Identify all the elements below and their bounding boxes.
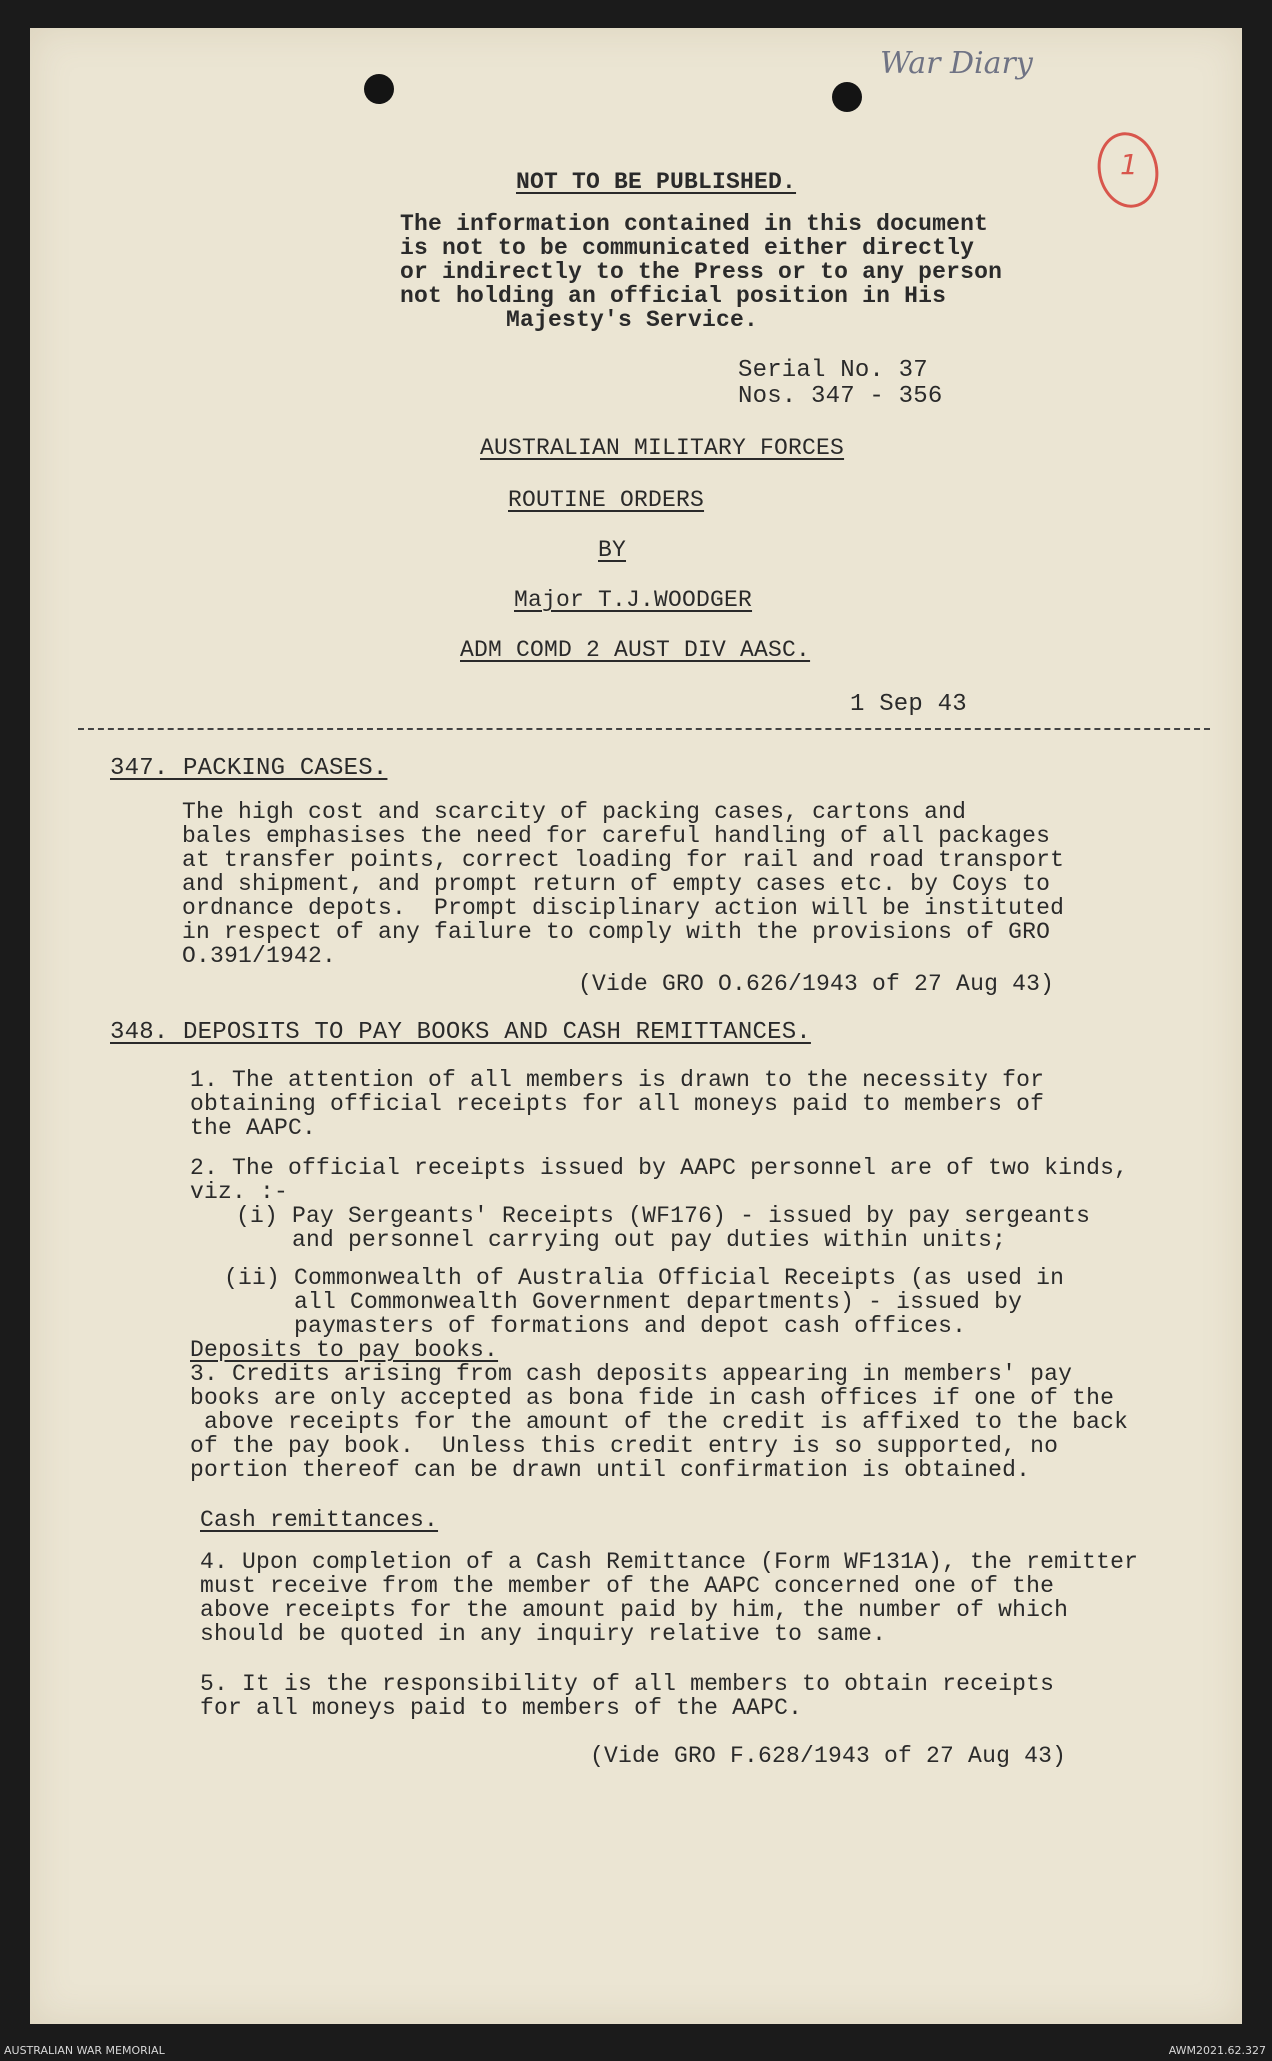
footer-accession-number: AWM2021.62.327	[1168, 2044, 1266, 2057]
section-divider	[78, 728, 1210, 730]
circled-number: 1	[1120, 148, 1138, 181]
title-line-1: AUSTRALIAN MILITARY FORCES	[480, 435, 845, 461]
order-348-p3-line: above receipts for the amount of the credit is affixed to the back	[190, 1409, 1129, 1435]
order-347-line: The high cost and scarcity of packing cases, cartons and	[182, 799, 967, 825]
order-348-p2-line: viz. :-	[190, 1179, 289, 1205]
serial-number: Serial No. 37	[738, 357, 928, 384]
order-348-p5-line: 5. It is the responsibility of all members to obtain receipts	[200, 1671, 1055, 1697]
order-347-heading: 347. PACKING CASES.	[110, 755, 388, 782]
order-347-line: at transfer points, correct loading for rail and road transport	[182, 847, 1065, 873]
restriction-heading: NOT TO BE PUBLISHED.	[516, 169, 797, 195]
punch-hole-right	[832, 82, 862, 112]
order-347-line: bales emphasises the need for careful handling of all packages	[182, 823, 1051, 849]
order-347-line: ordnance depots. Prompt disciplinary action will be instituted	[182, 895, 1065, 921]
title-line-2: ROUTINE ORDERS	[508, 487, 705, 513]
title-line-3: BY	[598, 537, 627, 563]
document-page	[30, 28, 1242, 2024]
notice-line-1: The information contained in this document	[400, 211, 989, 237]
subheading-cash-remittances: Cash remittances.	[200, 1507, 439, 1533]
order-348-p2-ii-line: all Commonwealth Government departments) - issued by	[224, 1289, 1023, 1315]
notice-line-4: not holding an official position in His	[400, 283, 947, 309]
order-348-p2-ii-line: (ii) Commonwealth of Australia Official Receipts (as used in	[224, 1265, 1065, 1291]
order-348-p5-line: for all moneys paid to members of the AAPC.	[200, 1695, 803, 1721]
order-348-p2-i-line: (i) Pay Sergeants' Receipts (WF176) - issued by pay sergeants	[236, 1203, 1091, 1229]
order-348-p3-line: portion thereof can be drawn until confirmation is obtained.	[190, 1457, 1031, 1483]
order-348-p4-line: 4. Upon completion of a Cash Remittance (Form WF131A), the remitter	[200, 1549, 1139, 1575]
notice-line-5: Majesty's Service.	[506, 307, 759, 333]
order-347-line: O.391/1942.	[182, 943, 337, 969]
notice-line-3: or indirectly to the Press or to any person	[400, 259, 1003, 285]
order-348-p3-line: 3. Credits arising from cash deposits appearing in members' pay	[190, 1361, 1073, 1387]
title-line-5: ADM COMD 2 AUST DIV AASC.	[460, 637, 811, 663]
order-348-p2-i-line: and personnel carrying out pay duties within units;	[236, 1227, 1007, 1253]
handwritten-note: War Diary	[880, 46, 1033, 81]
order-348-p4-line: above receipts for the amount paid by him, the number of which	[200, 1597, 1069, 1623]
order-348-p3-line: books are only accepted as bona fide in cash offices if one of the	[190, 1385, 1115, 1411]
order-348-heading: 348. DEPOSITS TO PAY BOOKS AND CASH REMITTANCES.	[110, 1019, 811, 1046]
title-line-4: Major T.J.WOODGER	[514, 587, 753, 613]
order-348-p2-line: 2. The official receipts issued by AAPC personnel are of two kinds,	[190, 1155, 1129, 1181]
order-347-line: in respect of any failure to comply with the provisions of GRO	[182, 919, 1051, 945]
notice-line-2: is not to be communicated either directly	[400, 235, 975, 261]
order-348-p1-line: obtaining official receipts for all moneys paid to members of	[190, 1091, 1045, 1117]
order-347-reference: (Vide GRO O.626/1943 of 27 Aug 43)	[578, 971, 1055, 997]
order-date: 1 Sep 43	[850, 691, 967, 718]
order-348-p1-line: 1. The attention of all members is drawn to the necessity for	[190, 1067, 1045, 1093]
punch-hole-left	[364, 74, 394, 104]
order-348-p4-line: must receive from the member of the AAPC concerned one of the	[200, 1573, 1055, 1599]
subheading-deposits: Deposits to pay books.	[190, 1337, 499, 1363]
order-348-p1-line: the AAPC.	[190, 1115, 317, 1141]
order-348-p2-ii-line: paymasters of formations and depot cash offices.	[224, 1313, 967, 1339]
footer-credit: AUSTRALIAN WAR MEMORIAL	[4, 2044, 165, 2057]
order-348-reference: (Vide GRO F.628/1943 of 27 Aug 43)	[590, 1743, 1067, 1769]
order-348-p3-line: of the pay book. Unless this credit entry is so supported, no	[190, 1433, 1059, 1459]
order-numbers: Nos. 347 - 356	[738, 383, 943, 410]
order-347-line: and shipment, and prompt return of empty cases etc. by Coys to	[182, 871, 1051, 897]
order-348-p4-line: should be quoted in any inquiry relative to same.	[200, 1621, 887, 1647]
